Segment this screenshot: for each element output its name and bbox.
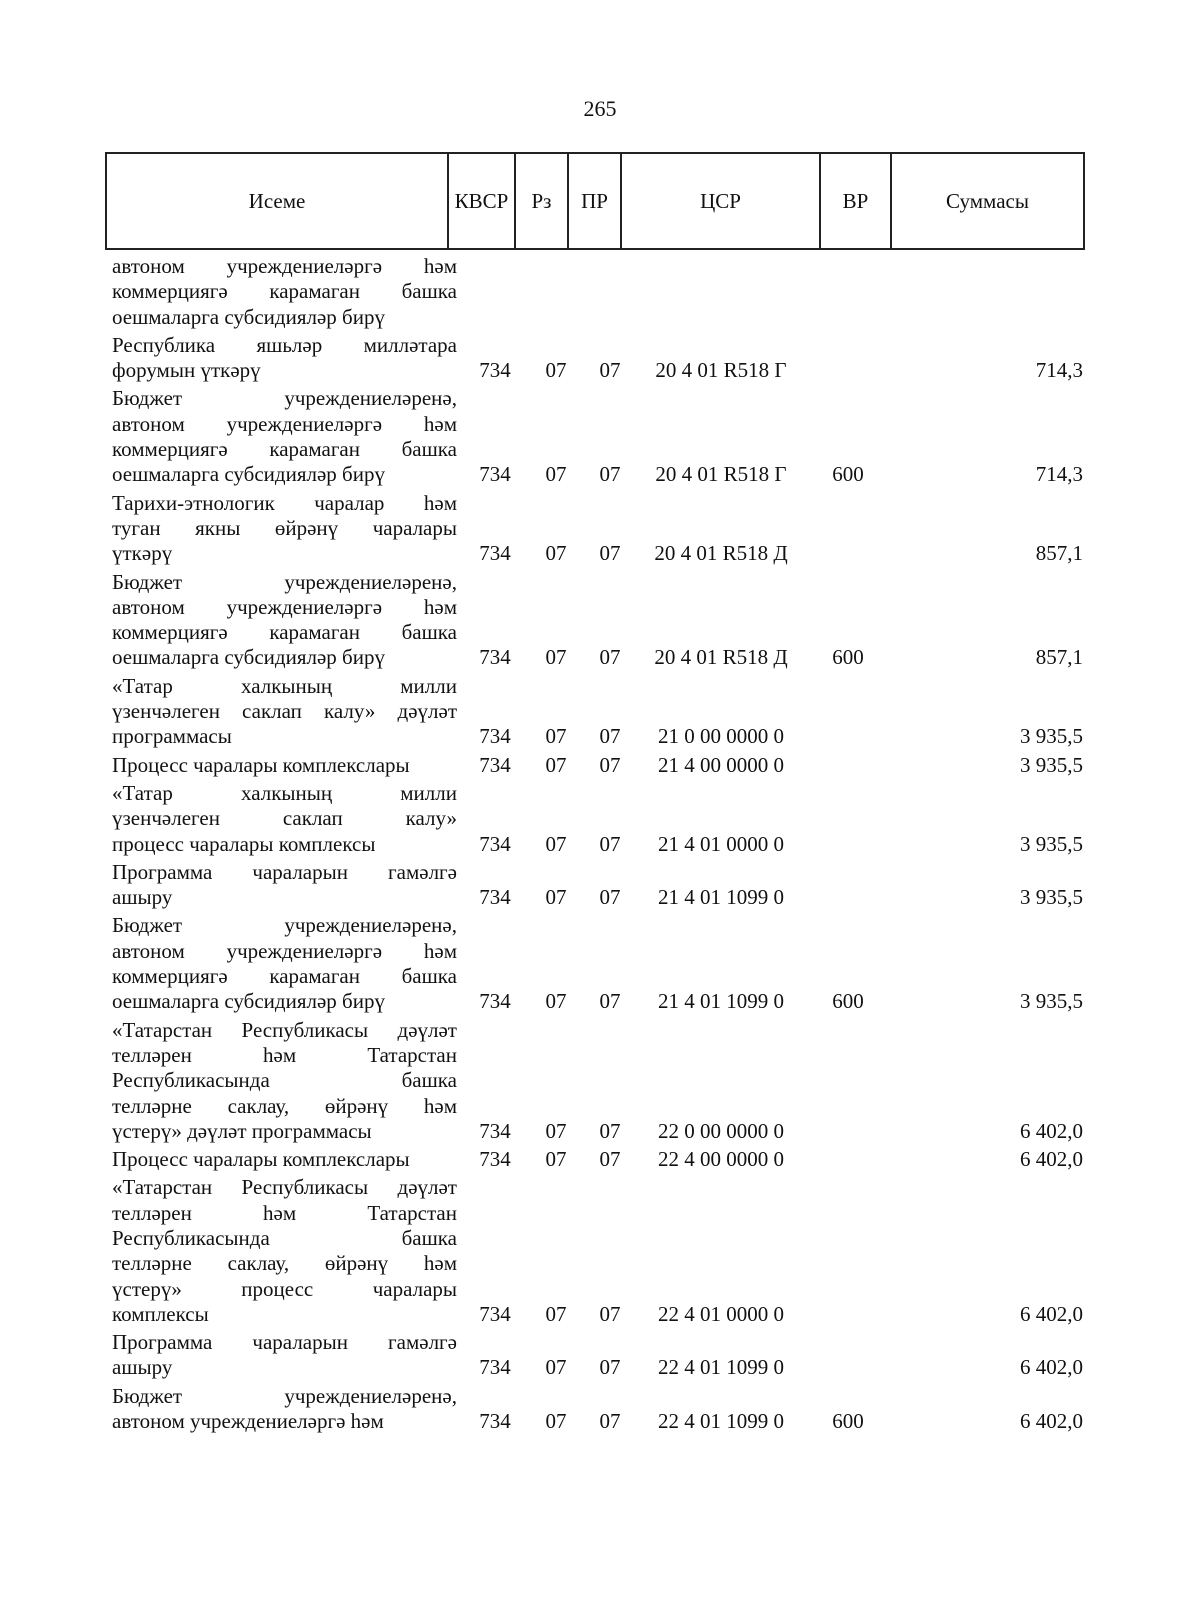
row-name-line: «Татар халкының милли	[112, 673, 457, 698]
row-name-line: Республикасында башка	[112, 1068, 457, 1093]
row-rz: 07	[545, 541, 567, 566]
row-rz: 07	[545, 989, 567, 1014]
table-header	[105, 152, 1085, 250]
row-vr	[813, 1119, 883, 1144]
row-name-line: автоном учреждениеләргә һәм	[112, 1409, 384, 1434]
row-name-line: коммерциягә карамаган башка	[112, 437, 457, 462]
row-name-line: Процесс чаралары комплекслары	[112, 752, 410, 777]
row-pr: 07	[599, 1301, 621, 1326]
row-pr: 07	[599, 645, 621, 670]
row-name-line: Республика яшьләр милләтара	[112, 332, 457, 357]
table-row	[112, 674, 1097, 750]
row-kvsr: 734	[479, 645, 511, 670]
row-csr: 22 4 01 0000 0	[658, 1301, 784, 1326]
row-kvsr: 734	[479, 1118, 511, 1143]
table-row	[112, 491, 1097, 567]
row-vr	[813, 1302, 883, 1327]
row-name-line: Процесс чаралары комплекслары	[112, 1147, 410, 1172]
table-row	[112, 1330, 1097, 1381]
row-rz: 07	[545, 1355, 567, 1380]
row-vr	[813, 1355, 883, 1380]
row-csr: 22 4 00 0000 0	[658, 1147, 784, 1172]
row-name	[112, 753, 457, 778]
table-row	[112, 913, 1097, 1014]
row-name	[112, 386, 457, 487]
row-name-line: Бюджет учреждениеләренә,	[112, 386, 457, 411]
header-pr: ПР	[568, 153, 621, 249]
row-name-line: телләрне саклау, өйрәнү һәм	[112, 1251, 457, 1276]
table-row	[112, 753, 1097, 778]
page-number: 265	[583, 96, 617, 121]
row-csr: 21 4 01 1099 0	[658, 989, 784, 1014]
row-name	[112, 1147, 457, 1172]
row-rz: 07	[545, 1118, 567, 1143]
row-kvsr: 734	[479, 1355, 511, 1380]
row-name	[112, 1175, 457, 1327]
row-rz: 07	[545, 885, 567, 910]
row-sum: 6 402,0	[1020, 1147, 1083, 1172]
table-row	[112, 860, 1097, 911]
row-name-line: оешмаларга субсидияләр бирү	[112, 462, 385, 487]
row-name-line: коммерциягә карамаган башка	[112, 620, 457, 645]
row-name-line: үстерү» процесс чаралары	[112, 1276, 457, 1301]
row-name-line: Программа чараларын гамәлгә	[112, 1330, 457, 1355]
row-csr: 20 4 01 R518 Д	[654, 645, 788, 670]
row-vr	[813, 724, 883, 749]
row-name	[112, 1384, 457, 1435]
row-sum: 3 935,5	[1020, 831, 1083, 856]
row-csr: 21 0 00 0000 0	[658, 724, 784, 749]
header-csr: ЦСР	[621, 153, 820, 249]
row-pr: 07	[599, 541, 621, 566]
row-csr	[631, 305, 811, 330]
row-sum: 857,1	[1035, 645, 1083, 670]
row-vr: 600	[832, 462, 864, 487]
row-name-line: автоном учреждениеләргә һәм	[112, 938, 457, 963]
header-name: Исеме	[106, 153, 448, 249]
table-row	[112, 333, 1097, 384]
row-pr: 07	[599, 752, 621, 777]
row-rz: 07	[545, 1301, 567, 1326]
row-name	[112, 860, 457, 911]
row-sum: 6 402,0	[1020, 1118, 1083, 1143]
row-csr: 20 4 01 R518 Г	[655, 358, 787, 383]
row-name-line: процесс чаралары комплексы	[112, 831, 376, 856]
row-kvsr: 734	[479, 541, 511, 566]
row-rz: 07	[545, 724, 567, 749]
table-row	[112, 1147, 1097, 1172]
row-pr: 07	[599, 724, 621, 749]
row-name	[112, 570, 457, 671]
row-rz: 07	[545, 358, 567, 383]
row-csr: 22 4 01 1099 0	[658, 1409, 784, 1434]
row-csr: 21 4 01 1099 0	[658, 885, 784, 910]
row-kvsr: 734	[479, 752, 511, 777]
row-vr	[813, 753, 883, 778]
row-sum: 857,1	[1035, 541, 1083, 566]
row-name-line: Бюджет учреждениеләренә,	[112, 913, 457, 938]
row-name-line: үткәрү	[112, 541, 173, 566]
row-csr: 22 0 00 0000 0	[658, 1118, 784, 1143]
row-name-line: «Татар халкының милли	[112, 780, 457, 805]
row-name-line: Бюджет учреждениеләренә,	[112, 569, 457, 594]
row-csr: 22 4 01 1099 0	[658, 1355, 784, 1380]
row-name-line: туган якны өйрәнү чаралары	[112, 515, 457, 540]
row-kvsr: 734	[479, 989, 511, 1014]
row-kvsr: 734	[479, 1301, 511, 1326]
row-csr: 20 4 01 R518 Д	[654, 541, 788, 566]
row-name-line: форумын үткәрү	[112, 358, 261, 383]
row-pr: 07	[599, 358, 621, 383]
row-rz	[537, 305, 575, 330]
row-rz: 07	[545, 462, 567, 487]
row-pr: 07	[599, 462, 621, 487]
row-vr	[813, 885, 883, 910]
row-kvsr: 734	[479, 1409, 511, 1434]
row-name	[112, 254, 457, 330]
table-row	[112, 1384, 1097, 1435]
row-vr	[813, 832, 883, 857]
row-name-line: комплексы	[112, 1301, 209, 1326]
table-row	[112, 386, 1097, 487]
row-name-line: коммерциягә карамаган башка	[112, 964, 457, 989]
row-pr: 07	[599, 1409, 621, 1434]
row-kvsr: 734	[479, 462, 511, 487]
row-vr	[813, 305, 883, 330]
row-name-line: Бюджет учреждениеләренә,	[112, 1383, 457, 1408]
row-name-line: үстерү» дәүләт программасы	[112, 1118, 372, 1143]
row-name-line: үзенчәлеген саклап калу» дәүләт	[112, 699, 457, 724]
row-pr: 07	[599, 1118, 621, 1143]
row-name-line: автоном учреждениеләргә һәм	[112, 411, 457, 436]
row-name-line: программасы	[112, 724, 232, 749]
row-name-line: «Татарстан Республикасы дәүләт	[112, 1017, 457, 1042]
row-name	[112, 1330, 457, 1381]
row-vr	[813, 358, 883, 383]
row-name-line: оешмаларга субсидияләр бирү	[112, 304, 385, 329]
header-vr: ВР	[820, 153, 891, 249]
row-name-line: ашыру	[112, 885, 173, 910]
row-vr	[813, 1147, 883, 1172]
row-name-line: «Татарстан Республикасы дәүләт	[112, 1175, 457, 1200]
table-row	[112, 1175, 1097, 1327]
row-name-line: үзенчәлеген саклап калу»	[112, 806, 457, 831]
row-sum: 3 935,5	[1020, 989, 1083, 1014]
row-name-line: оешмаларга субсидияләр бирү	[112, 989, 385, 1014]
row-name-line: Программа чараларын гамәлгә	[112, 859, 457, 884]
row-name-line: Республикасында башка	[112, 1225, 457, 1250]
row-name	[112, 913, 457, 1014]
row-kvsr	[457, 305, 533, 330]
row-name-line: телләрен һәм Татарстан	[112, 1200, 457, 1225]
row-name-line: автоном учреждениеләргә һәм	[112, 594, 457, 619]
row-sum: 6 402,0	[1020, 1301, 1083, 1326]
row-kvsr: 734	[479, 724, 511, 749]
row-name	[112, 333, 457, 384]
row-vr: 600	[832, 1409, 864, 1434]
row-kvsr: 734	[479, 1147, 511, 1172]
row-vr	[813, 541, 883, 566]
header-rz: Рз	[515, 153, 568, 249]
row-name	[112, 491, 457, 567]
row-sum: 6 402,0	[1020, 1355, 1083, 1380]
row-pr: 07	[599, 989, 621, 1014]
row-rz: 07	[545, 752, 567, 777]
row-sum: 3 935,5	[1020, 724, 1083, 749]
row-vr: 600	[832, 645, 864, 670]
row-name-line: автоном учреждениеләргә һәм	[112, 254, 457, 278]
row-sum: 714,3	[1035, 358, 1083, 383]
table-row	[112, 1018, 1097, 1144]
row-sum: 714,3	[1035, 462, 1083, 487]
row-pr	[589, 305, 631, 330]
row-name	[112, 674, 457, 750]
row-sum: 6 402,0	[1020, 1409, 1083, 1434]
row-kvsr: 734	[479, 358, 511, 383]
row-name-line: телләрне саклау, өйрәнү һәм	[112, 1093, 457, 1118]
row-kvsr: 734	[479, 885, 511, 910]
row-rz: 07	[545, 645, 567, 670]
row-pr: 07	[599, 885, 621, 910]
row-name-line: телләрен һәм Татарстан	[112, 1042, 457, 1067]
header-sum: Суммасы	[891, 153, 1084, 249]
table-row	[112, 254, 1097, 330]
row-name-line: ашыру	[112, 1355, 173, 1380]
row-pr: 07	[599, 1355, 621, 1380]
row-name-line: коммерциягә карамаган башка	[112, 279, 457, 304]
row-rz: 07	[545, 1147, 567, 1172]
row-kvsr: 734	[479, 831, 511, 856]
row-name	[112, 1018, 457, 1144]
table-body	[112, 254, 1097, 1437]
row-csr: 20 4 01 R518 Г	[655, 462, 787, 487]
row-rz: 07	[545, 1409, 567, 1434]
row-csr: 21 4 00 0000 0	[658, 752, 784, 777]
row-pr: 07	[599, 1147, 621, 1172]
row-pr: 07	[599, 831, 621, 856]
table-row	[112, 781, 1097, 857]
row-vr: 600	[832, 989, 864, 1014]
row-csr: 21 4 01 0000 0	[658, 831, 784, 856]
row-sum: 3 935,5	[1020, 885, 1083, 910]
row-sum	[883, 305, 1083, 330]
row-name	[112, 781, 457, 857]
row-rz: 07	[545, 831, 567, 856]
row-sum: 3 935,5	[1020, 752, 1083, 777]
table-row	[112, 570, 1097, 671]
row-name-line: Тарихи-этнологик чаралар һәм	[112, 490, 457, 515]
header-kvsr: КВСР	[448, 153, 515, 249]
row-name-line: оешмаларга субсидияләр бирү	[112, 645, 385, 670]
